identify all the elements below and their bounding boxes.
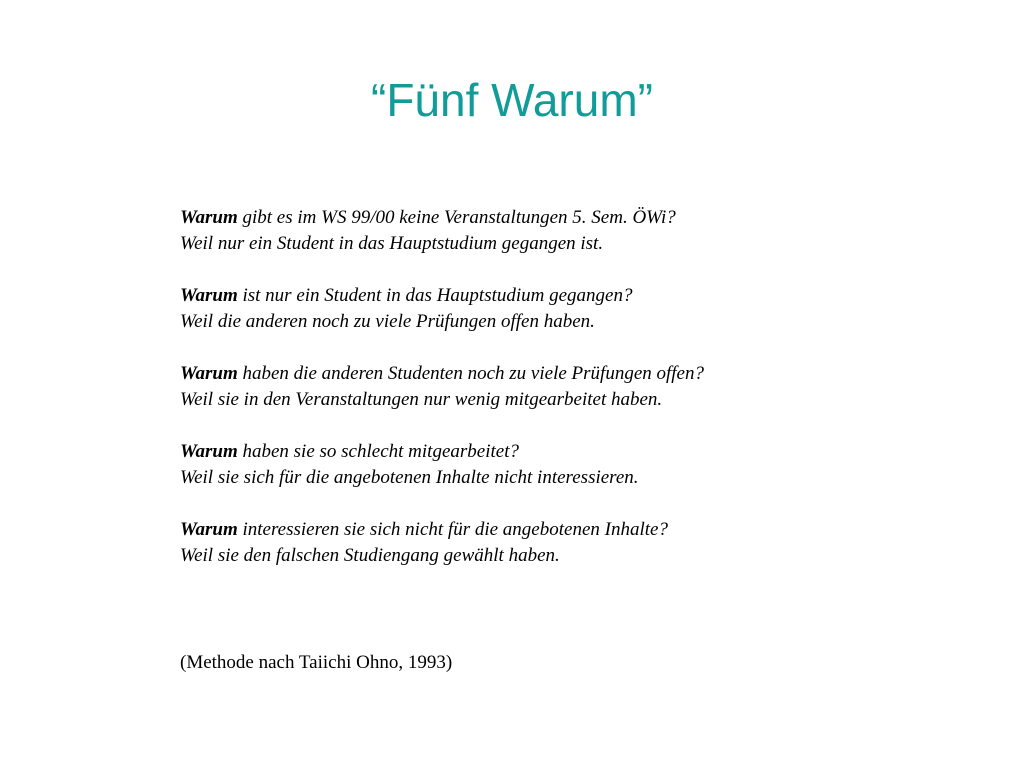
qa-pair-4 — [180, 439, 940, 491]
question-line — [180, 283, 940, 309]
question-keyword: Warum — [180, 363, 238, 384]
qa-pair-5 — [180, 517, 940, 569]
answer-text: Weil sie sich für die angebotenen Inhalte nicht interessieren. — [180, 467, 639, 488]
question-text: haben die anderen Studenten noch zu viele Prüfungen offen? — [237, 363, 704, 384]
qa-pair-1 — [180, 205, 940, 257]
question-text: haben sie so schlecht mitgearbeitet? — [237, 441, 519, 462]
answer-text: Weil sie den falschen Studiengang gewählt haben. — [180, 545, 560, 566]
question-keyword: Warum — [180, 207, 238, 228]
answer-text: Weil nur ein Student in das Hauptstudium gegangen ist. — [180, 233, 604, 254]
question-line — [180, 205, 940, 231]
question-line — [180, 439, 940, 465]
question-line — [180, 361, 940, 387]
question-text: ist nur ein Student in das Hauptstudium gegangen? — [237, 285, 633, 306]
question-text: interessieren sie sich nicht für die angebotenen Inhalte? — [237, 519, 668, 540]
slide-title: “Fünf Warum” — [371, 74, 653, 126]
qa-pair-3 — [180, 361, 940, 413]
question-keyword: Warum — [180, 519, 238, 540]
qa-pair-2 — [180, 283, 940, 335]
question-text: gibt es im WS 99/00 keine Veranstaltungen 5. Sem. ÖWi? — [237, 207, 676, 228]
question-line — [180, 517, 940, 543]
question-keyword: Warum — [180, 285, 238, 306]
answer-text: Weil die anderen noch zu viele Prüfungen offen haben. — [180, 311, 595, 332]
citation: (Methode nach Taiichi Ohno, 1993) — [180, 652, 453, 673]
answer-text: Weil sie in den Veranstaltungen nur wenig mitgearbeitet haben. — [180, 389, 663, 410]
question-keyword: Warum — [180, 441, 238, 462]
